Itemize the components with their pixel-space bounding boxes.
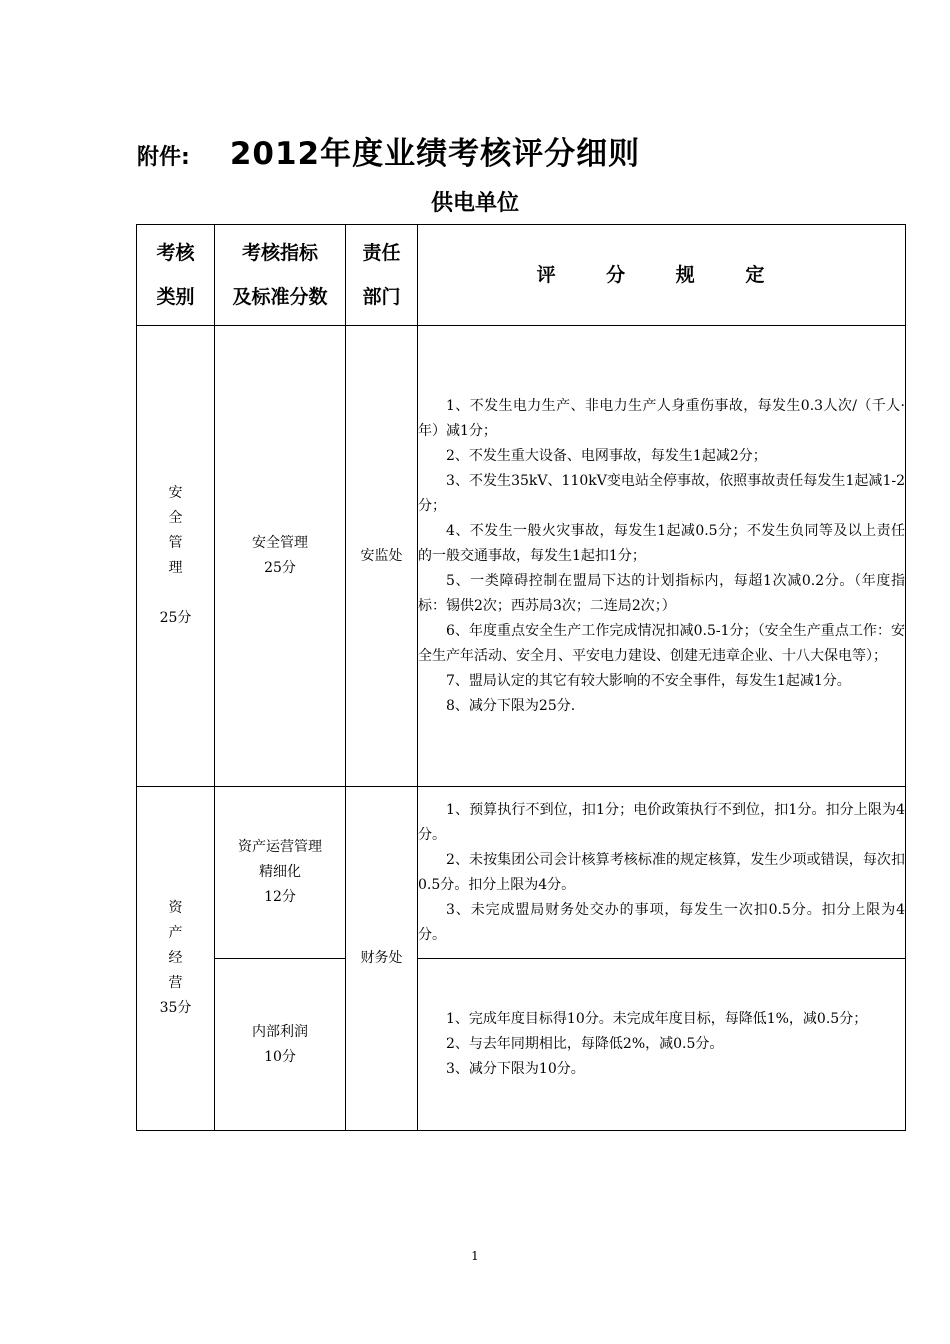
indicator-cell: 资产运营管理 精细化 12分 (215, 787, 346, 959)
rule-item: 8、减分下限为25分. (446, 697, 576, 714)
header-row (137, 225, 906, 326)
rule-item: 1、预算执行不到位，扣1分；电价政策执行不到位，扣1分。扣分上限为4分。 (418, 801, 905, 843)
rule-item: 3、未完成盟局财务处交办的事项，每发生一次扣0.5分。扣分上限为4分。 (418, 901, 905, 943)
title-row (137, 128, 640, 173)
col-header-rules: 评 分 规 定 (418, 225, 906, 326)
department-cell: 安监处 (346, 326, 418, 787)
page-subtitle: 供电单位 (430, 191, 519, 216)
rules-cell (418, 326, 906, 787)
indicator-cell: 内部利润 10分 (215, 959, 346, 1131)
department-cell: 财务处 (346, 787, 418, 1131)
rule-item: 2、与去年同期相比，每降低2%，减0.5分。 (446, 1036, 724, 1052)
rule-item: 2、不发生重大设备、电网事故，每发生1起减2分； (446, 447, 767, 464)
rule-item: 4、不发生一般火灾事故，每发生1起减0.5分；不发生负同等及以上责任的一般交通事故，每发生1起扣1分； (418, 522, 905, 564)
category-cell: 资 产 经 营 35分 (137, 787, 215, 1131)
col-header-category: 考核 类别 (137, 225, 215, 326)
rules-cell (418, 959, 906, 1131)
page-number: 1 (471, 1249, 479, 1263)
category-cell: 安 全 管 理 25分 (137, 326, 215, 787)
table-row (137, 959, 906, 1131)
rule-item: 2、未按集团公司会计核算考核标准的规定核算，发生少项或错误，每次扣0.5分。扣分上限为4分。 (418, 851, 905, 893)
rule-item: 5、一类障碍控制在盟局下达的计划指标内，每超1次减0.2分。（年度指标：锡供2次；西苏局3次；二连局2次；） (418, 572, 905, 614)
page-title: 2012年度业绩考核评分细则 (229, 136, 641, 172)
rule-item: 3、减分下限为10分。 (446, 1061, 585, 1077)
rules-cell (418, 787, 906, 959)
rule-item: 6、年度重点安全生产工作完成情况扣减0.5-1分；（安全生产重点工作：安全生产年活动、安全月、平安电力建设、创建无违章企业、十八大保电等）； (418, 622, 905, 664)
rule-item: 1、完成年度目标得10分。未完成年度目标，每降低1%，减0.5分； (446, 1011, 868, 1027)
col-header-indicator: 考核指标 及标准分数 (215, 225, 346, 326)
table-row (137, 787, 906, 959)
rule-item: 1、不发生电力生产、非电力生产人身重伤事故，每发生0.3人次/（千人·年）减1分； (418, 397, 905, 439)
rule-item: 7、盟局认定的其它有较大影响的不安全事件，每发生1起减1分。 (446, 672, 851, 689)
attachment-label: 附件: (137, 145, 190, 170)
table-row (137, 326, 906, 787)
col-header-department: 责任 部门 (346, 225, 418, 326)
scoring-table (136, 224, 906, 1131)
indicator-cell: 安全管理 25分 (215, 326, 346, 787)
rule-item: 3、不发生35kV、110kV变电站全停事故，依照事故责任每发生1起减1-2分； (418, 472, 905, 514)
